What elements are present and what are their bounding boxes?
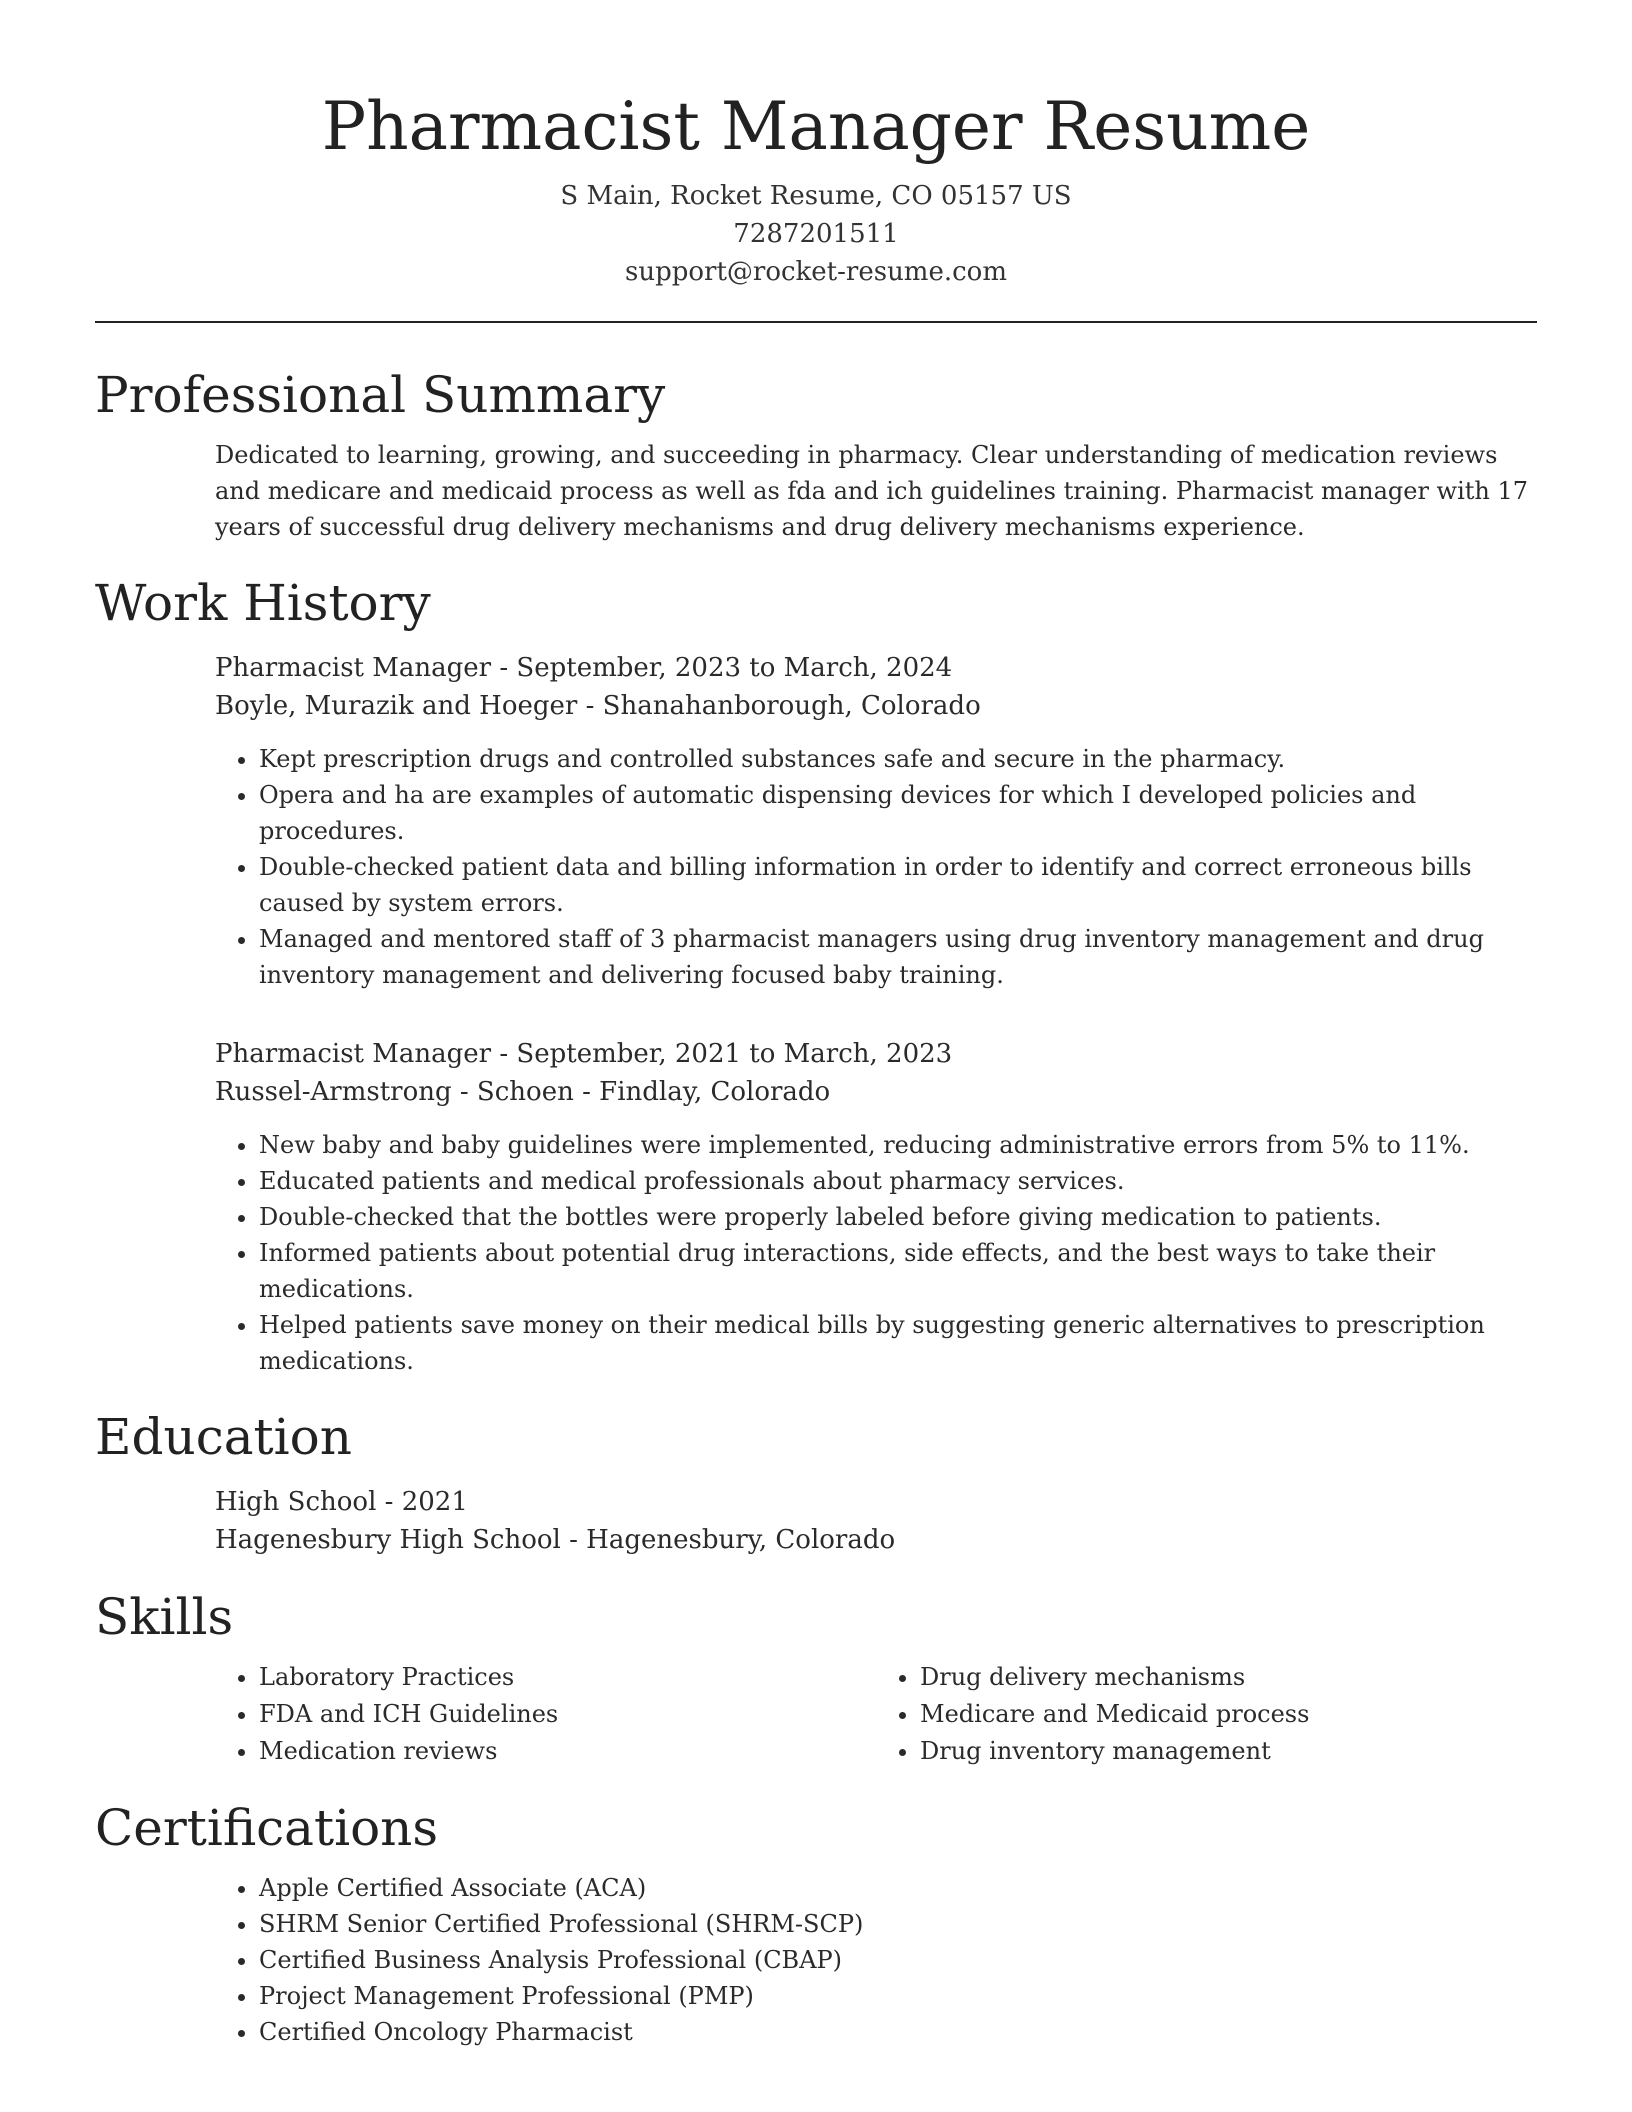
certifications-heading: Certifications [95,1799,439,1857]
list-item: • Drug inventory management [920,1733,1537,1770]
resume-title: Pharmacist Manager Resume [321,88,1311,165]
summary-text: Dedicated to learning, growing, and succeeding in pharmacy. Clear understanding of medication reviews and medicare and medicaid process as well as fda and ich guidelines training. Pharmacist manager with 17 years of successful drug delivery mechanisms and drug delivery mechanisms experience. [215,441,1529,541]
list-item: • FDA and ICH Guidelines [259,1696,876,1733]
job-company-line: Russel-Armstrong - Schoen - Findlay, Colorado [215,1077,831,1107]
work-history-heading: Work History [95,574,431,632]
contact-email[interactable]: support@rocket-resume.com [624,257,1007,287]
job-title-line: Pharmacist Manager - September, 2023 to March, 2024 [215,653,953,683]
list-item: • Helped patients save money on their medical bills by suggesting generic alternatives to prescription medications. [259,1307,1537,1379]
skills-column-left [215,1659,876,1770]
certifications-list [215,1870,1537,2050]
list-item: • Medicare and Medicaid process [920,1696,1537,1733]
education-degree-line: High School - 2021 [215,1487,468,1517]
list-item: • Laboratory Practices [259,1659,876,1696]
list-item: • Double-checked that the bottles were properly labeled before giving medication to patients. [259,1199,1537,1235]
list-item: • Double-checked patient data and billing information in order to identify and correct erroneous bills caused by system errors. [259,849,1537,921]
job-title-line: Pharmacist Manager - September, 2021 to March, 2023 [215,1039,953,1069]
summary-heading: Professional Summary [95,366,666,424]
contact-address: S Main, Rocket Resume, CO 05157 US [560,181,1072,211]
list-item: • SHRM Senior Certified Professional (SHRM-SCP) [259,1906,1537,1942]
job-bullets [215,741,1537,993]
skills-heading: Skills [95,1588,234,1646]
list-item: • Certified Oncology Pharmacist [259,2014,1537,2050]
certifications-bullets [215,1870,1537,2050]
list-item: • Project Management Professional (PMP) [259,1978,1537,2014]
education-heading: Education [95,1408,352,1466]
list-item: • Medication reviews [259,1733,876,1770]
contact-phone: 7287201511 [733,219,899,249]
list-item: • Drug delivery mechanisms [920,1659,1537,1696]
contact-block [95,177,1537,291]
list-item: • Apple Certified Associate (ACA) [259,1870,1537,1906]
list-item: • Opera and ha are examples of automatic dispensing devices for which I developed policies and procedures. [259,777,1537,849]
job-company-line: Boyle, Murazik and Hoeger - Shanahanborough, Colorado [215,691,981,721]
header-divider [95,321,1537,323]
job-bullets [215,1127,1537,1379]
education-entry [215,1483,1537,1559]
list-item: • Kept prescription drugs and controlled substances safe and secure in the pharmacy. [259,741,1537,777]
job-entry [215,1035,1537,1379]
list-item: • Informed patients about potential drug interactions, side effects, and the best ways to take their medications. [259,1235,1537,1307]
list-item: • Managed and mentored staff of 3 pharmacist managers using drug inventory management and drug inventory management and delivering focused baby training. [259,921,1537,993]
skills-list [215,1659,1537,1770]
list-item: • Educated patients and medical professionals about pharmacy services. [259,1163,1537,1199]
list-item: • Certified Business Analysis Professional (CBAP) [259,1942,1537,1978]
education-school-line: Hagenesbury High School - Hagenesbury, Colorado [215,1525,896,1555]
list-item: • New baby and baby guidelines were implemented, reducing administrative errors from 5% to 11%. [259,1127,1537,1163]
skills-column-right [876,1659,1537,1770]
job-entry [215,649,1537,993]
